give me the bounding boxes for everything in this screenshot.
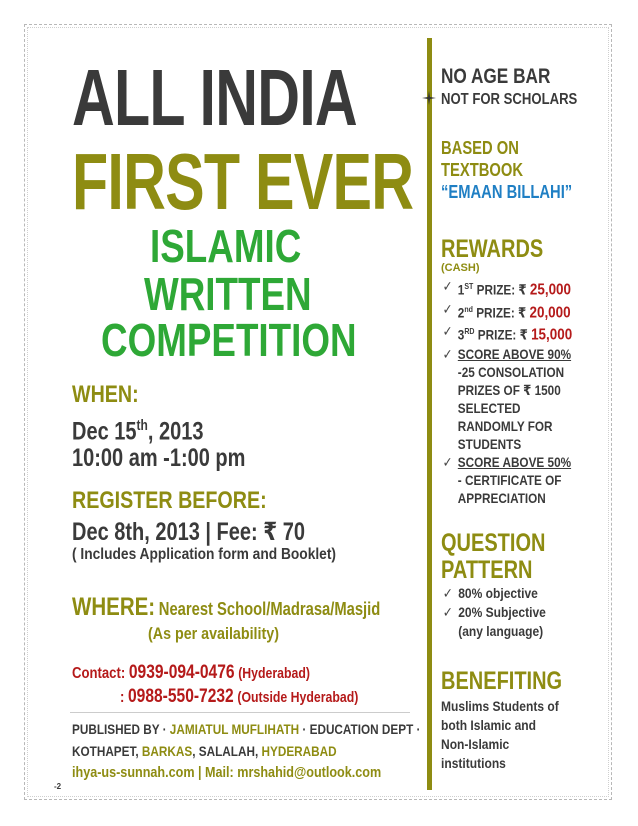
column-divider — [427, 38, 432, 790]
headline-all-india: ALL INDIA — [72, 53, 357, 142]
headline-competition: COMPETITION — [101, 314, 357, 366]
when-label: WHEN: — [72, 381, 139, 408]
prize-2: ✓ 2nd PRIZE: ₹ 20,000 — [442, 300, 571, 322]
benefit-line: Muslims Students of — [441, 698, 559, 714]
benefiting-title: BENEFITING — [441, 667, 563, 695]
score-50-line: - CERTIFICATE OF — [457, 471, 562, 488]
based-on: BASED ON — [441, 138, 519, 158]
where-value: Nearest School/Madrasa/Masjid — [158, 599, 381, 619]
rewards-title: REWARDS — [441, 235, 544, 263]
pattern-title: PATTERN — [441, 556, 533, 584]
question-title: QUESTION — [441, 529, 546, 557]
score-50-line: APPRECIATION — [457, 489, 546, 506]
footer-rule — [70, 712, 410, 713]
headline-first-ever: FIRST EVER — [72, 137, 414, 226]
no-age-bar: NO AGE BAR — [441, 65, 551, 88]
register-label: REGISTER BEFORE: — [72, 487, 267, 514]
publisher-line: PUBLISHED BY · JAMIATUL MUFLIHATH · EDUCATION DEPT · — [72, 721, 421, 737]
rewards-list — [441, 277, 572, 507]
benefit-line: institutions — [441, 755, 506, 771]
contact-line-1: Contact: 0939-094-0476 (Hyderabad) — [72, 662, 310, 683]
where-label: WHERE: — [72, 593, 156, 621]
benefiting-text — [441, 697, 559, 773]
book-title: “EMAAN BILLAHI” — [441, 182, 573, 202]
headline-islamic: ISLAMIC — [150, 220, 302, 272]
page-number: -2 — [54, 782, 62, 791]
question-item: (any language) — [458, 623, 544, 639]
address-line: KOTHAPET, BARKAS, SALALAH, HYDERABAD — [72, 743, 337, 759]
register-date-fee: Dec 8th, 2013 | Fee: ₹ 70 — [72, 518, 305, 546]
prize-1: ✓ 1ST PRIZE: ₹ 25,000 — [442, 278, 571, 299]
question-item: ✓ 20% Subjective — [442, 604, 546, 620]
score-90-line: -25 CONSOLATION — [457, 363, 565, 380]
rewards-cash: (CASH) — [441, 262, 480, 274]
score-90-line: STUDENTS — [457, 435, 522, 452]
score-50: ✓ SCORE ABOVE 50% — [442, 453, 572, 470]
benefit-line: both Islamic and — [441, 717, 537, 733]
contact-line-2: : 0988-550-7232 (Outside Hyderabad) — [120, 686, 359, 707]
question-item: ✓ 80% objective — [442, 585, 538, 601]
where-line — [72, 593, 380, 625]
not-for-scholars: NOT FOR SCHOLARS — [441, 91, 578, 108]
when-time: 10:00 am -1:00 pm — [72, 444, 246, 472]
contact-phone-2[interactable]: 0988-550-7232 — [128, 686, 234, 707]
score-90-line: SELECTED — [457, 399, 521, 416]
textbook: TEXTBOOK — [441, 160, 524, 180]
score-90-line: PRIZES OF ₹ 1500 — [457, 381, 561, 398]
contact-phone-1[interactable]: 0939-094-0476 — [128, 662, 235, 683]
when-date: Dec 15th, 2013 — [72, 417, 204, 446]
score-90: ✓ SCORE ABOVE 90% — [442, 345, 572, 362]
headline-written: WRITTEN — [144, 268, 312, 320]
benefit-line: Non-Islamic — [441, 736, 510, 752]
score-90-line: RANDOMLY FOR — [457, 417, 553, 434]
sparkle-icon — [422, 91, 436, 105]
question-list — [441, 584, 546, 641]
register-note: ( Includes Application form and Booklet) — [72, 546, 337, 563]
where-note: (As per availability) — [148, 624, 279, 643]
website-mail-line[interactable]: ihya-us-sunnah.com | Mail: mrshahid@outlook.com — [72, 764, 382, 781]
prize-3: ✓ 3RD PRIZE: ₹ 15,000 — [442, 323, 573, 344]
